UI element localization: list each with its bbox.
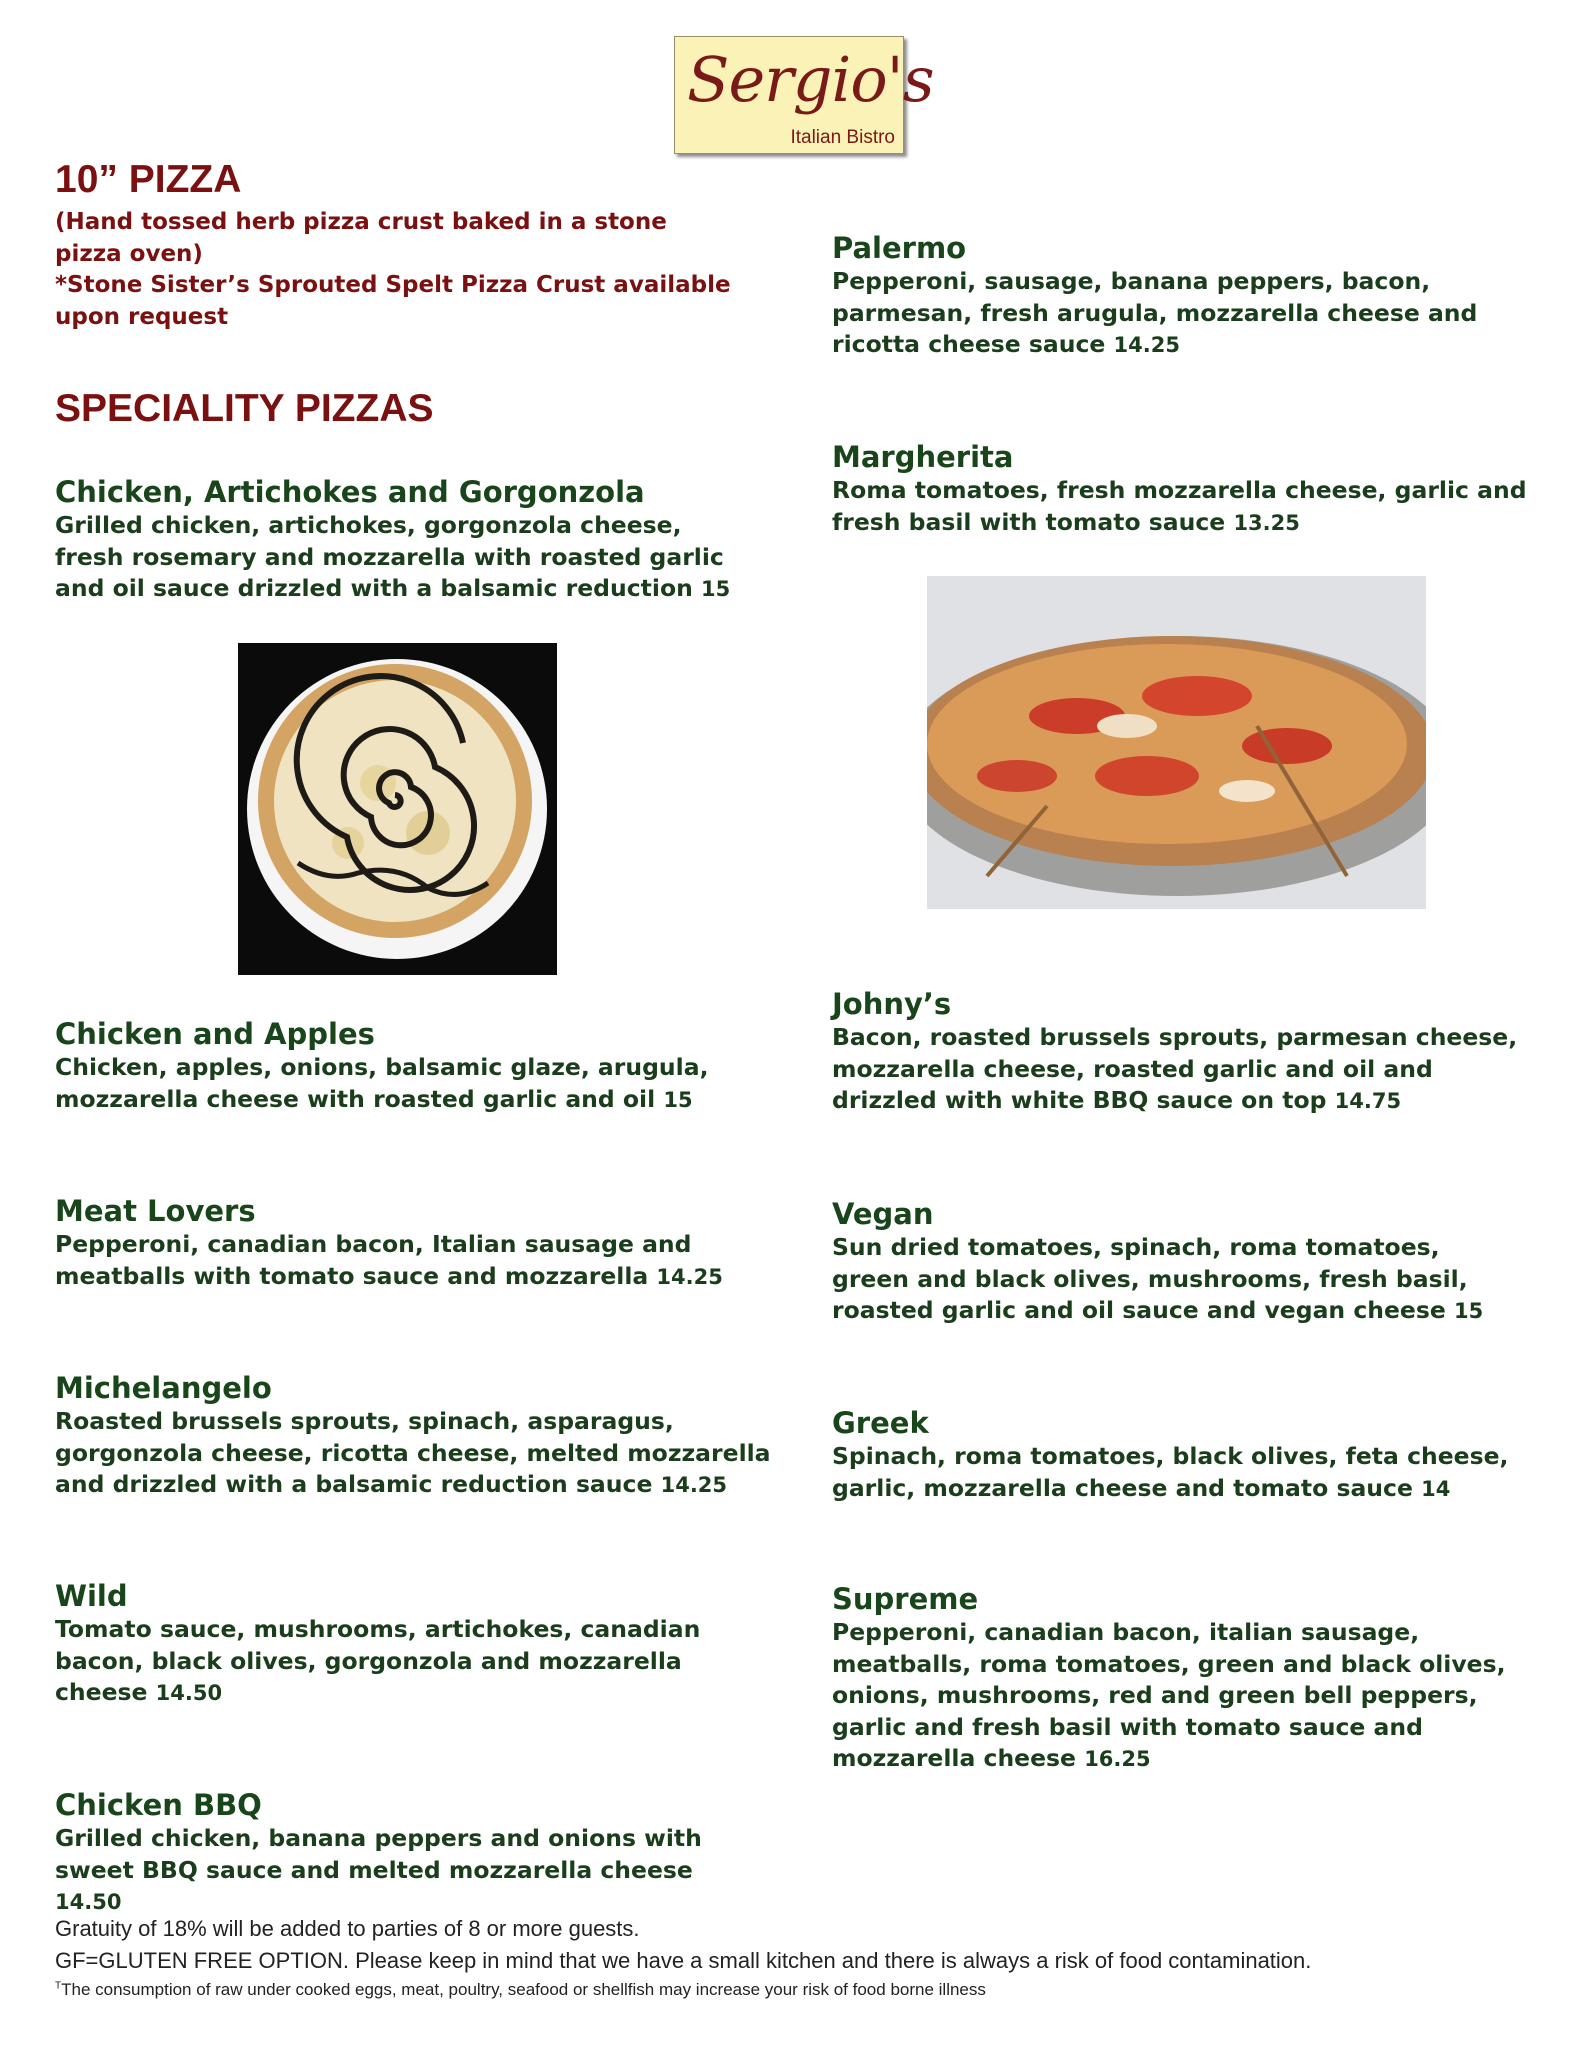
item-name: Johny’s	[832, 987, 952, 1021]
menu-item-vegan	[832, 1196, 1522, 1328]
menu-item-wild	[55, 1578, 715, 1710]
page-title: 10” PIZZA	[55, 158, 242, 201]
menu-item-michelangelo	[55, 1370, 775, 1502]
logo-script-text: Sergio's	[687, 43, 934, 116]
item-description: Grilled chicken, artichokes, gorgonzola cheese, fresh rosemary and mozzarella with roasted garlic and oil sauce drizzled with a balsamic reduction 15	[55, 511, 731, 603]
item-name: Margherita	[832, 440, 1014, 474]
menu-item-chicken-bbq	[55, 1787, 765, 1919]
item-name: Greek	[832, 1406, 929, 1440]
item-price: 14.25	[656, 1264, 723, 1289]
item-price: 15	[1454, 1299, 1484, 1324]
menu-item-chicken-apples	[55, 1016, 755, 1116]
pizza-photo-margherita	[927, 576, 1426, 909]
logo-subtitle: Italian Bistro	[790, 127, 895, 148]
item-name: Chicken BBQ	[55, 1788, 262, 1822]
item-price: 16.25	[1084, 1747, 1151, 1772]
item-price: 14.50	[55, 1890, 122, 1915]
item-name: Michelangelo	[55, 1371, 272, 1405]
item-price: 13.25	[1233, 510, 1300, 535]
menu-item-supreme	[832, 1581, 1532, 1776]
item-name: Meat Lovers	[55, 1194, 256, 1228]
item-description: Grilled chicken, banana peppers and onions with sweet BBQ sauce and melted mozzarella cheese 14.50	[55, 1824, 702, 1915]
menu-item-chicken-artichokes	[55, 474, 755, 606]
crust-note: (Hand tossed herb pizza crust baked in a stone pizza oven)	[55, 209, 667, 267]
item-name: Chicken, Artichokes and Gorgonzola	[55, 475, 645, 509]
item-name: Palermo	[832, 231, 967, 265]
food-safety-note: $^T$The consumption of raw under cooked eggs, meat, poultry, seafood or shellfish may increase your risk of food borne illness	[55, 1980, 986, 1999]
spelt-crust-note: *Stone Sister’s Sprouted Spelt Pizza Crust available upon request	[55, 272, 731, 330]
menu-item-palermo	[832, 230, 1532, 362]
item-price: 14.25	[660, 1473, 728, 1498]
item-description: Sun dried tomatoes, spinach, roma tomatoes, green and black olives, mushrooms, fresh basil, roasted garlic and oil sauce and vegan cheese 15	[832, 1233, 1484, 1325]
item-description: Bacon, roasted brussels sprouts, parmesan cheese, mozzarella cheese, roasted garlic and oil and drizzled with white BBQ sauce on top 14.75	[832, 1023, 1518, 1115]
menu-item-johnys	[832, 986, 1542, 1118]
menu-item-margherita	[832, 439, 1532, 539]
item-description: Pepperoni, sausage, banana peppers, bacon, parmesan, fresh arugula, mozzarella cheese and ricotta cheese sauce 14.25	[832, 267, 1478, 359]
item-name: Vegan	[832, 1197, 934, 1231]
item-price: 15	[663, 1087, 693, 1112]
item-description: Tomato sauce, mushrooms, artichokes, canadian bacon, black olives, gorgonzola and mozzarella cheese 14.50	[55, 1615, 701, 1707]
gluten-free-note: GF=GLUTEN FREE OPTION. Please keep in mind that we have a small kitchen and there is always a risk of food contamination.	[55, 1948, 1312, 1973]
item-description: Pepperoni, canadian bacon, italian sausage, meatballs, roma tomatoes, green and black olives, onions, mushrooms, red and green bell peppers, garlic and fresh basil with tomato sauce and mozzarella cheese 16.25	[832, 1618, 1506, 1773]
item-price: 14.25	[1113, 333, 1180, 358]
item-description: Spinach, roma tomatoes, black olives, feta cheese, garlic, mozzarella cheese and tomato sauce 14	[832, 1442, 1509, 1502]
pizza-photo-balsamic	[238, 643, 557, 975]
menu-item-meat-lovers	[55, 1193, 755, 1293]
restaurant-logo	[674, 36, 934, 154]
item-price: 14.50	[155, 1681, 223, 1706]
item-name: Wild	[55, 1579, 128, 1613]
item-description: Pepperoni, canadian bacon, Italian sausage and meatballs with tomato sauce and mozzarella 14.25	[55, 1230, 723, 1290]
item-description: Chicken, apples, onions, balsamic glaze, arugula, mozzarella cheese with roasted garlic and oil 15	[55, 1053, 709, 1113]
item-description: Roasted brussels sprouts, spinach, asparagus, gorgonzola cheese, ricotta cheese, melted mozzarella and drizzled with a balsamic reduction sauce 14.25	[55, 1407, 771, 1499]
item-price: 14	[1421, 1476, 1451, 1501]
menu-item-greek	[832, 1405, 1512, 1505]
item-price: 14.75	[1334, 1089, 1402, 1114]
item-name: Chicken and Apples	[55, 1017, 375, 1051]
item-name: Supreme	[832, 1582, 979, 1616]
section-title: SPECIALITY PIZZAS	[55, 387, 434, 430]
gratuity-note: Gratuity of 18% will be added to parties of 8 or more guests.	[55, 1916, 640, 1941]
item-price: 15	[701, 577, 731, 602]
item-description: Roma tomatoes, fresh mozzarella cheese, garlic and fresh basil with tomato sauce 13.25	[832, 476, 1527, 536]
